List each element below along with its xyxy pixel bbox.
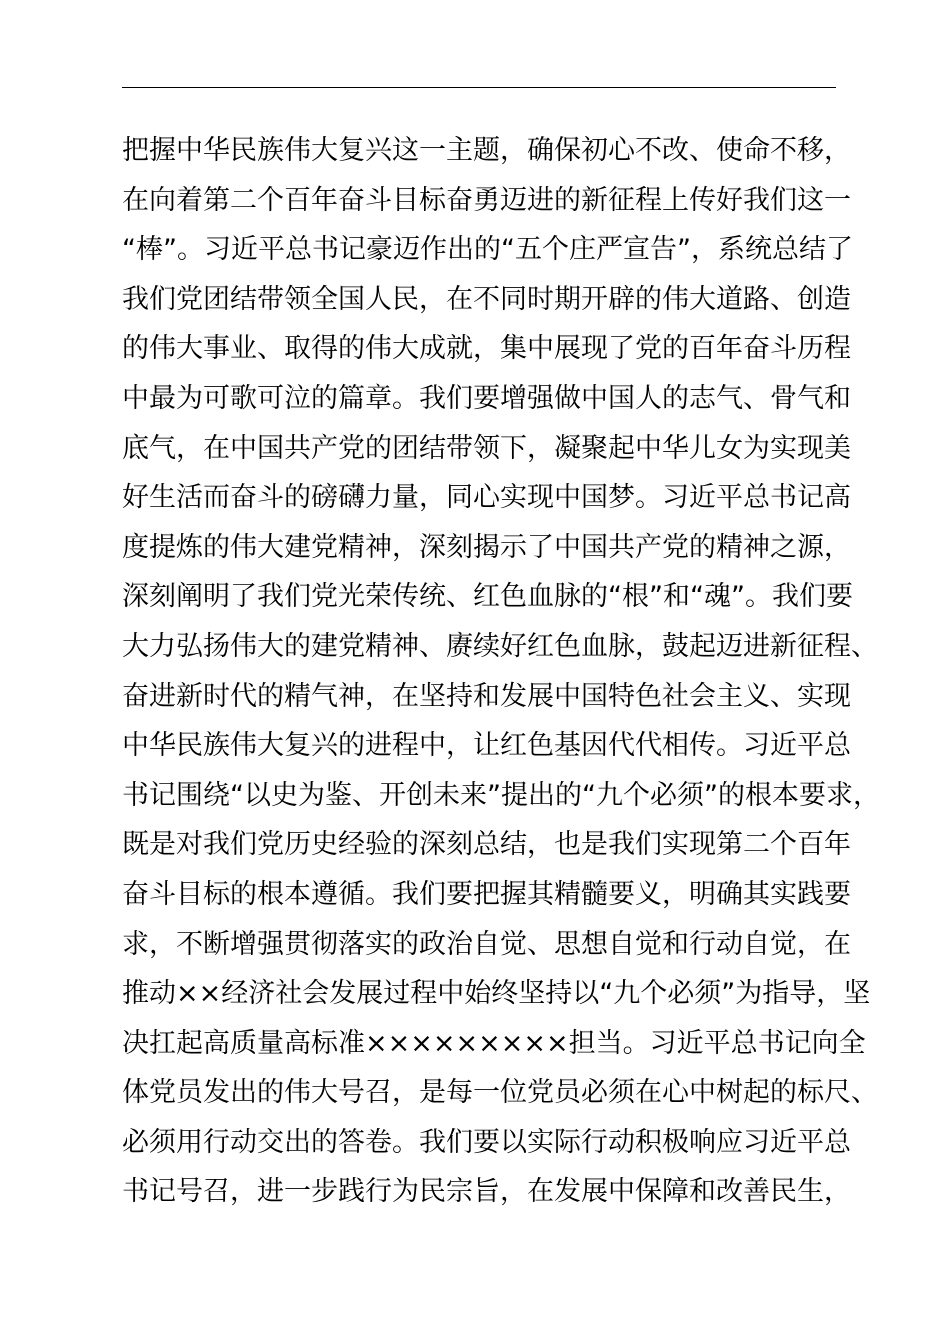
text-line: 把握中华民族伟大复兴这一主题，确保初心不改、使命不移， xyxy=(122,135,851,166)
text-line: 既是对我们党历史经验的深刻总结，也是我们实现第二个百年 xyxy=(122,829,851,861)
text-line: 推动××经济社会发展过程中始终坚持以“九个必须”为指导，坚 xyxy=(122,978,871,1010)
text-line: 中华民族伟大复兴的进程中，让红色基因代代相传。习近平总 xyxy=(122,730,851,762)
text-line: 求，不断增强贯彻落实的政治自觉、思想自觉和行动自觉，在 xyxy=(122,928,851,960)
text-line: “棒”。习近平总书记豪迈作出的“五个庄严宣告”，系统总结了 xyxy=(122,234,853,266)
text-line: 奋进新时代的精气神，在坚持和发展中国特色社会主义、实现 xyxy=(122,680,851,712)
body-paragraph xyxy=(122,126,880,1217)
header-rule xyxy=(122,87,836,88)
text-line: 中最为可歌可泣的篇章。我们要增强做中国人的志气、骨气和 xyxy=(122,382,851,414)
text-line: 底气，在中国共产党的团结带领下，凝聚起中华儿女为实现美 xyxy=(122,432,851,464)
text-line: 度提炼的伟大建党精神，深刻揭示了中国共产党的精神之源， xyxy=(122,531,851,563)
text-line: 大力弘扬伟大的建党精神、赓续好红色血脉，鼓起迈进新征程、 xyxy=(122,630,878,662)
text-line: 书记号召，进一步践行为民宗旨，在发展中保障和改善民生， xyxy=(122,1176,851,1208)
text-line: 我们党团结带领全国人民，在不同时期开辟的伟大道路、创造 xyxy=(122,283,851,315)
text-line: 在向着第二个百年奋斗目标奋勇迈进的新征程上传好我们这一 xyxy=(122,184,851,216)
text-line: 奋斗目标的根本遵循。我们要把握其精髓要义，明确其实践要 xyxy=(122,878,851,910)
text-line: 体党员发出的伟大号召，是每一位党员必须在心中树起的标尺、 xyxy=(122,1077,878,1109)
text-line: 必须用行动交出的答卷。我们要以实际行动积极响应习近平总 xyxy=(122,1126,851,1158)
text-line: 的伟大事业、取得的伟大成就，集中展现了党的百年奋斗历程 xyxy=(122,333,851,365)
text-line: 决扛起高质量高标准×××××××××担当。习近平总书记向全 xyxy=(122,1027,866,1059)
text-line: 好生活而奋斗的磅礴力量，同心实现中国梦。习近平总书记高 xyxy=(122,482,851,514)
text-line: 书记围绕“以史为鉴、开创未来”提出的“九个必须”的根本要求， xyxy=(122,779,880,811)
text-line: 深刻阐明了我们党光荣传统、红色血脉的“根”和“魂”。我们要 xyxy=(122,581,853,613)
